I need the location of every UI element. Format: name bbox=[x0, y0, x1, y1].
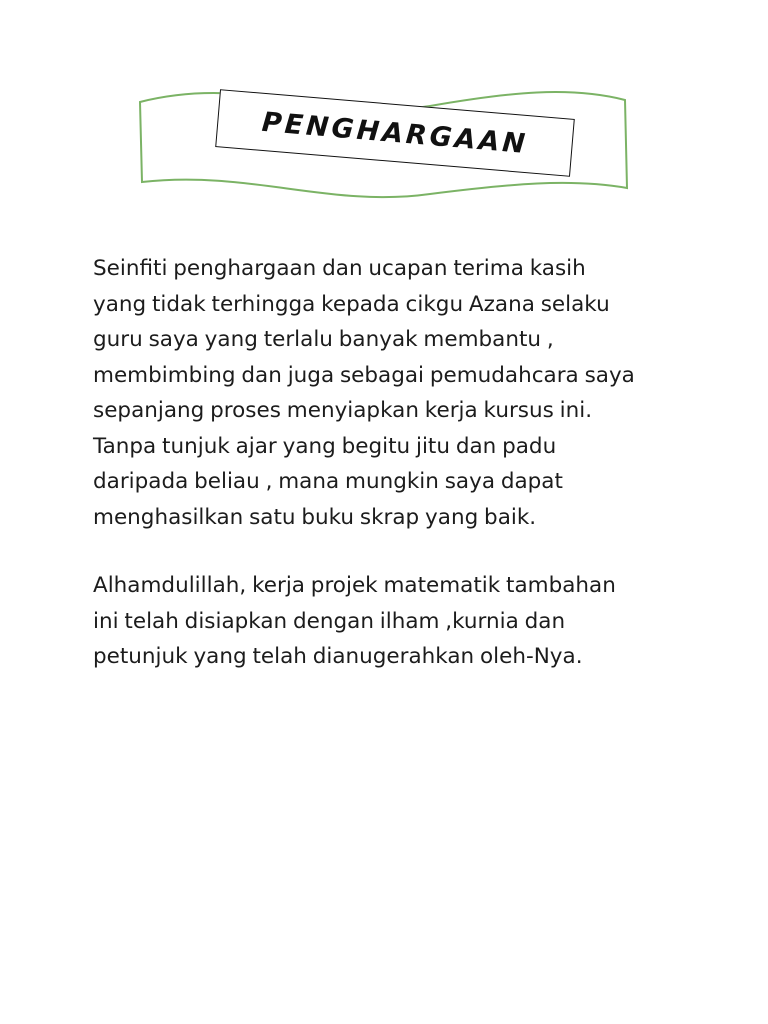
text-line: membimbing dan juga sebagai pemudahcara saya bbox=[93, 362, 635, 388]
text-line: menghasilkan satu buku skrap yang baik. bbox=[93, 504, 537, 530]
text-line: ini telah disiapkan dengan ilham ,kurnia dan bbox=[93, 608, 566, 634]
text-line: sepanjang proses menyiapkan kerja kursus ini. bbox=[93, 398, 593, 423]
text-line: Alhamdulillah, kerja projek matematik tambahan bbox=[93, 573, 616, 598]
paragraph-acknowledgement bbox=[93, 251, 733, 535]
text-line: petunjuk yang telah dianugerahkan oleh-Nya. bbox=[93, 644, 583, 669]
text-line: daripada beliau , mana mungkin saya dapat bbox=[93, 469, 563, 494]
text-line: guru saya yang terlalu banyak membantu , bbox=[93, 327, 554, 352]
text-line: Seinfiti penghargaan dan ucapan terima kasih bbox=[93, 256, 586, 281]
text-line: Tanpa tunjuk ajar yang begitu jitu dan padu bbox=[93, 433, 557, 459]
document-body bbox=[93, 251, 733, 708]
page-title: PENGHARGAAN bbox=[260, 106, 530, 160]
paragraph-gratitude bbox=[93, 568, 733, 675]
text-line: yang tidak terhingga kepada cikgu Azana selaku bbox=[93, 291, 610, 317]
